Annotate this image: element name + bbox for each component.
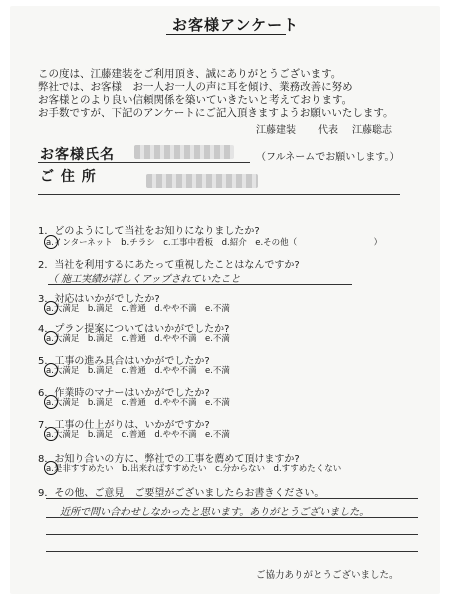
answer-mark — [44, 461, 58, 475]
title-underline — [166, 34, 286, 35]
question-2-answer: （ 施工実績が詳しくアップされていたこと — [48, 274, 241, 285]
question-2: 2．当社を利用するにあたって重視したことはなんですか? — [38, 260, 300, 271]
comment-line — [46, 498, 418, 499]
signature-name: 江藤聡志 — [352, 125, 392, 136]
answer-mark — [44, 331, 58, 345]
signature-title: 代表 — [318, 125, 338, 136]
name-label: お客様氏名 — [40, 147, 115, 163]
intro-line: この度は、江藤建装をご利用頂き、誠にありがとうございます。 — [38, 68, 342, 80]
footer-thanks: ご協力ありがとうございました。 — [256, 570, 399, 581]
question-9-answer: 近所で問い合わせしなかったと思います。ありがとうございました。 — [60, 507, 370, 518]
comment-line — [46, 534, 418, 535]
question-7-options: a.大満足 b.満足 c.普通 d.やや不満 e.不満 — [46, 430, 230, 440]
question-3: 3．対応はいかがでしたか? — [38, 294, 160, 305]
answer-mark — [44, 363, 58, 377]
intro-line: お客様とのより良い信頼関係を築いていきたいと考えております。 — [38, 94, 353, 106]
page-title: お客様アンケート — [172, 16, 300, 34]
answer-mark — [44, 301, 58, 315]
question-1: 1．どのようにして当社をお知りになりましたか? — [38, 226, 260, 237]
signature-company: 江藤建装 — [256, 125, 296, 136]
question-5-options: a.大満足 b.満足 c.普通 d.やや不満 e.不満 — [46, 366, 230, 376]
answer-mark — [44, 395, 58, 409]
comment-line — [46, 517, 418, 518]
question-4: 4．プラン提案についてはいかがでしたか? — [38, 324, 230, 335]
question-6-options: a.大満足 b.満足 c.普通 d.やや不満 e.不満 — [46, 398, 230, 408]
question-4-options: a.大満足 b.満足 c.普通 d.やや不満 e.不満 — [46, 334, 230, 344]
name-note: （フルネームでお願いします。） — [256, 152, 400, 163]
question-1-options: a.インターネット b.チラシ c.工事中看板 d.紹介 e.その他（ ） — [46, 238, 383, 248]
question-5: 5．工事の進み具合はいかがでしたか? — [38, 356, 210, 367]
answer-mark — [44, 235, 58, 249]
name-underline — [38, 162, 250, 163]
intro-line: 弊社では、お客様 お一人お一人の声に耳を傾け、業務改善に努め — [38, 81, 353, 93]
address-underline — [38, 194, 400, 195]
question-9: 9．その他、ご意見 ご要望がございましたらお書きください。 — [38, 488, 325, 499]
question-6: 6．作業時のマナーはいかがでしたか? — [38, 388, 210, 399]
address-label: ご 住 所 — [40, 169, 97, 185]
redacted-address — [146, 174, 258, 188]
question-3-options: a.大満足 b.満足 c.普通 d.やや不満 e.不満 — [46, 304, 230, 314]
answer-mark — [44, 427, 58, 441]
intro-line: お手数ですが、下記のアンケートにご記入頂きますようお願いいたします。 — [38, 107, 394, 119]
question-2-underline — [48, 284, 352, 285]
question-7: 7．工事の仕上がりは、いかがですか? — [38, 420, 210, 431]
question-8-options: a.是非すすめたい b.出来ればすすめたい c.分からない d.すすめたくない — [46, 464, 342, 474]
question-8: 8．お知り合いの方に、弊社での工事を薦めて頂けますか? — [38, 454, 300, 465]
comment-line — [46, 551, 418, 552]
redacted-name — [134, 145, 234, 159]
